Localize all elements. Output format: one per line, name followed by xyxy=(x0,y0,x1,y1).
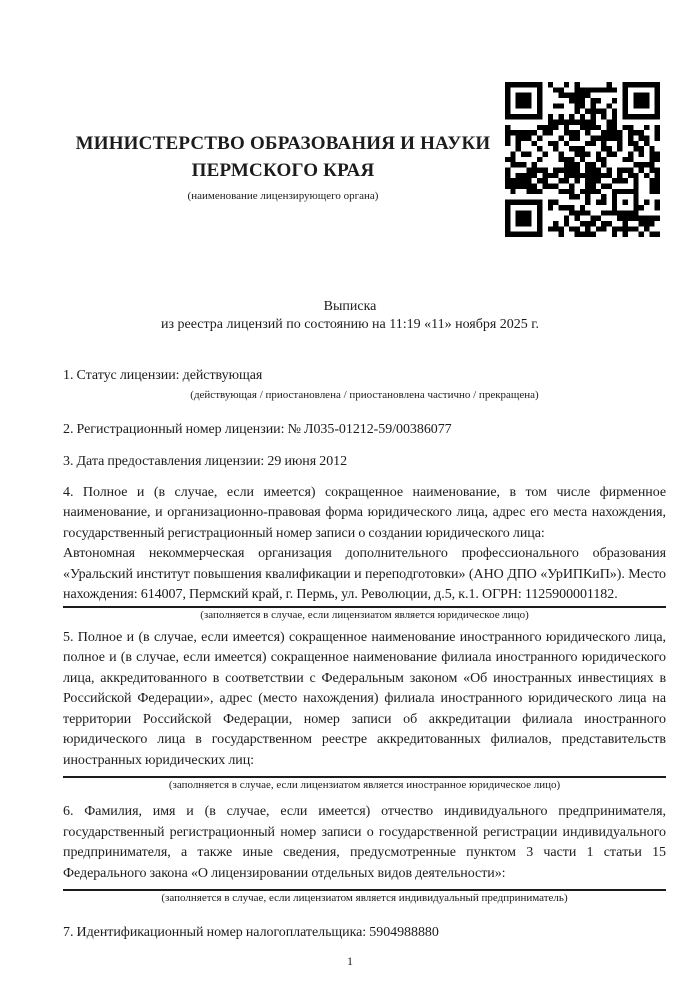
ministry-name-line2: ПЕРМСКОГО КРАЯ xyxy=(191,160,375,181)
qr-code-icon xyxy=(505,82,660,237)
document-title xyxy=(0,298,700,334)
licensing-authority-caption: (наименование лицензирующего органа) xyxy=(187,190,379,202)
section-4-label: 4. Полное и (в случае, если имеется) сокращенное наименование, в том числе фирменное наименование, и организационно-правовая форма юридического лица, адрес его места нахождения, государственный регистрационный номер записи о создании юридического лица: xyxy=(63,484,666,541)
licensing-authority-block xyxy=(63,130,503,203)
document-title-line2: из реестра лицензий по состоянию на 11:19 «11» ноября 2025 г. xyxy=(161,317,539,332)
section-5-foreign-entity xyxy=(63,628,666,793)
section-6-label: 6. Фамилия, имя и (в случае, если имеется) отчество индивидуального предпринимателя, государственный регистрационный номер записи о государственной регистрации индивидуального предпринимателя, а также иные сведения, предусмотренные пунктом 3 части 1 статьи 15 Федерального закона «О лицензировании отдельных видов деятельности»: xyxy=(63,804,666,881)
section-2-registration-number: 2. Регистрационный номер лицензии: № Л035-01212-59/00386077 xyxy=(63,421,452,437)
section-1-license-status: 1. Статус лицензии: действующая xyxy=(63,368,263,383)
document-title-line1: Выписка xyxy=(323,299,377,314)
document-body xyxy=(63,366,666,944)
section-4-fill-note: (заполняется в случае, если лицензиатом является юридическое лицо) xyxy=(200,608,529,621)
section-7-taxpayer-number: 7. Идентификационный номер налогоплательщика: 5904988880 xyxy=(63,925,439,940)
section-4-value: Автономная некоммерческая организация дополнительного профессионального образования «Уральский институт повышения квалификации и переподготовки» (АНО ДПО «УрИПКиП»). Место нахождения: 614007, Пермский край, г. Пермь, ул. Революции, д.5, к.1. ОГРН: 1125900001182. xyxy=(63,546,666,602)
section-1-fill-note: (действующая / приостановлена / приостановлена частично / прекращена) xyxy=(190,388,539,401)
ministry-name-line1: МИНИСТЕРСТВО ОБРАЗОВАНИЯ И НАУКИ xyxy=(75,133,491,154)
section-5-fill-note: (заполняется в случае, если лицензиатом является иностранное юридическое лицо) xyxy=(168,779,561,791)
section-6-individual-entrepreneur xyxy=(63,802,666,905)
page-number: 1 xyxy=(347,953,353,968)
section-3-license-date: 3. Дата предоставления лицензии: 29 июня 2012 xyxy=(63,454,348,469)
section-4-legal-entity xyxy=(63,483,666,622)
document-header xyxy=(0,0,700,237)
section-5-label: 5. Полное и (в случае, если имеется) сокращенное наименование иностранного юридического лица, полное и (в случае, если имеется) сокращенное наименование филиала иностранного юридического лица, аккредитованного в соответствии с Федеральным законом «Об иностранных инвестициях в Российской Федерации», адрес (место нахождения) филиала иностранного юридического лица на территории Российской Федерации, номер записи об аккредитации филиала иностранного юридического лица в государственном реестре аккредитованных филиалов, представительств иностранных юридических лиц: xyxy=(63,629,666,768)
section-6-fill-note: (заполняется в случае, если лицензиатом является индивидуальный предприниматель) xyxy=(161,892,568,904)
